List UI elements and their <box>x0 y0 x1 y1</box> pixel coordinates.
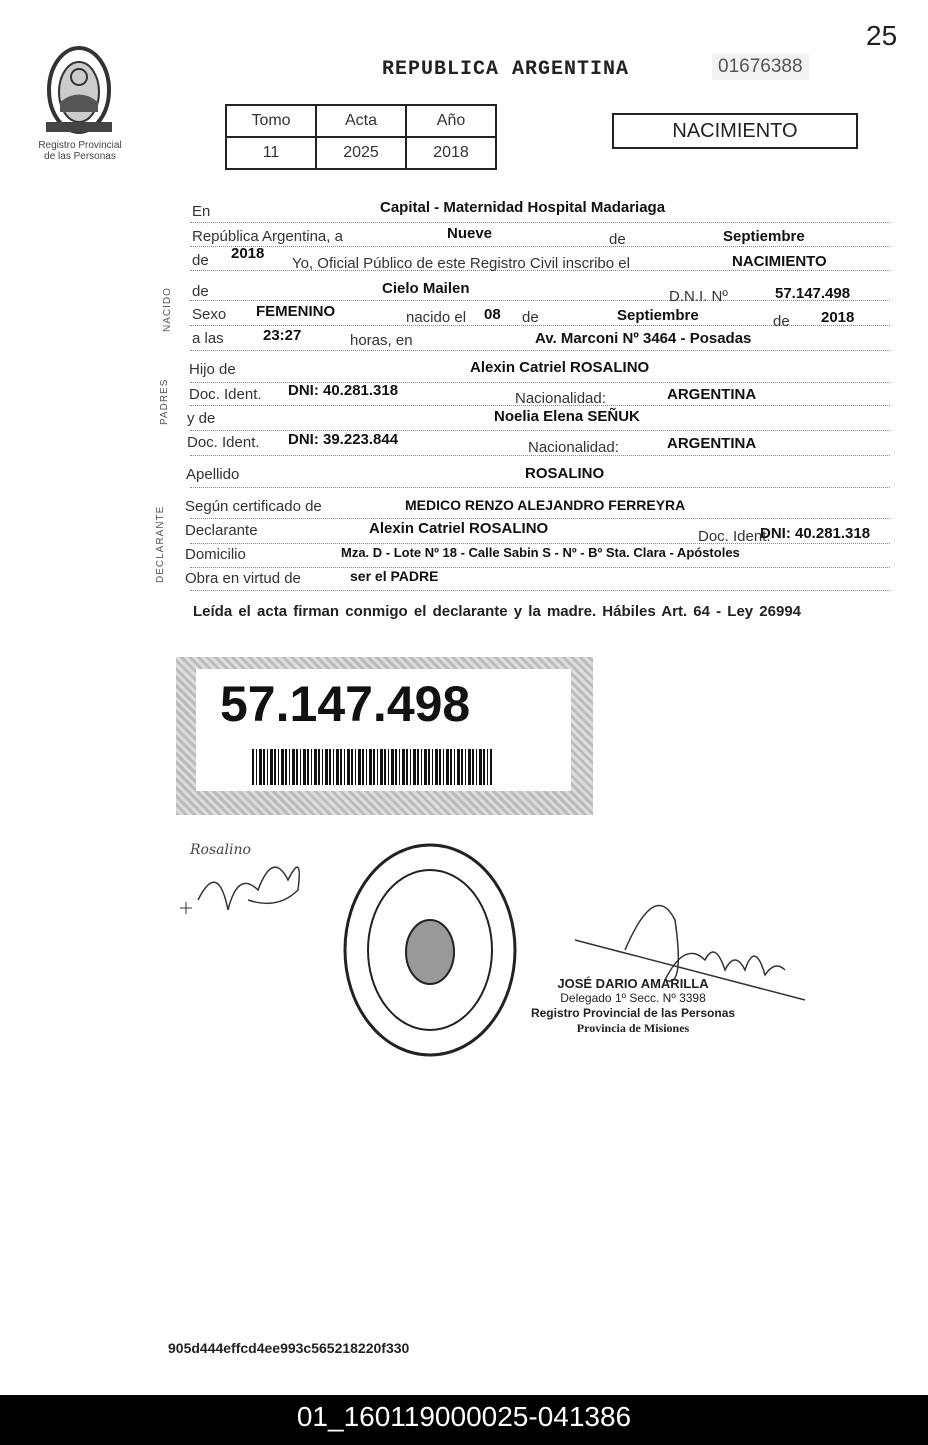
closing-text: Leída el acta firman conmigo el declarante y la madre. Hábiles Art. 64 - Ley 26994 <box>193 603 802 620</box>
sexo-value: FEMENINO <box>256 303 336 320</box>
de4-label: de <box>773 313 790 330</box>
logo-caption <box>30 140 130 162</box>
father-nationality: ARGENTINA <box>667 386 757 403</box>
apellido-label: Apellido <box>186 466 240 483</box>
de2-label: de <box>192 252 209 269</box>
header-acta: Acta <box>316 105 406 137</box>
horas-label: horas, en <box>350 332 413 349</box>
birth-time: 23:27 <box>263 327 302 344</box>
official-name: JOSÉ DARIO AMARILLA <box>557 976 709 991</box>
year-value: 2018 <box>231 245 265 262</box>
declarante-value: Alexin Catriel ROSALINO <box>369 520 549 537</box>
doc2-label: Doc. Ident. <box>187 434 260 451</box>
yo-text: Yo, Oficial Público de este Registro Civil inscribo el <box>292 255 630 272</box>
declarante-doc: DNI: 40.281.318 <box>760 525 871 542</box>
side-label-declarante: DECLARANTE <box>155 505 166 583</box>
y-de-label: y de <box>187 410 216 427</box>
de-label: de <box>609 231 626 248</box>
official-stamp <box>340 840 520 1065</box>
nacido-el-label: nacido el <box>406 309 467 326</box>
birth-year: 2018 <box>821 309 855 326</box>
logo-caption-line1: Registro Provincial <box>38 140 122 151</box>
value-acta: 2025 <box>316 137 406 169</box>
segun-label: Según certificado de <box>185 498 322 515</box>
mother-nationality: ARGENTINA <box>667 435 757 452</box>
document-hash: 905d444effcd4ee993c565218220f330 <box>168 1340 410 1356</box>
dni-value: 57.147.498 <box>775 285 851 302</box>
barcode-number: 57.147.498 <box>220 676 471 732</box>
signature-text: Rosalino <box>190 842 251 858</box>
place-value: Capital - Maternidad Hospital Madariaga <box>380 199 666 216</box>
birth-day: 08 <box>484 306 501 323</box>
serial-number: 01676388 <box>712 54 809 80</box>
hijo-de-label: Hijo de <box>189 361 236 378</box>
birth-month: Septiembre <box>617 307 699 324</box>
doc1-label: Doc. Ident. <box>189 386 262 403</box>
doc3-label: Doc. Ident. <box>698 528 771 545</box>
nac1-label: Nacionalidad: <box>515 390 606 407</box>
record-type-box: NACIMIENTO <box>612 113 858 149</box>
apellido-value: ROSALINO <box>525 465 605 482</box>
father-name: Alexin Catriel ROSALINO <box>470 359 650 376</box>
day-value: Nueve <box>447 225 493 242</box>
province-seal-logo <box>38 42 120 138</box>
barcode-icon <box>252 749 492 785</box>
declarante-label: Declarante <box>185 522 258 539</box>
value-ano: 2018 <box>406 137 496 169</box>
sexo-label: Sexo <box>192 306 227 323</box>
obra-value: ser el PADRE <box>350 568 439 584</box>
header-ano: Año <box>406 105 496 137</box>
domicilio-label: Domicilio <box>185 546 246 563</box>
a-las-label: a las <box>192 330 224 347</box>
de3-label: de <box>522 309 539 326</box>
side-label-padres: PADRES <box>159 378 170 425</box>
nac2-label: Nacionalidad: <box>528 439 619 456</box>
header-title: REPUBLICA ARGENTINA <box>382 58 630 81</box>
en-label: En <box>192 203 211 220</box>
footer-code: 01_160119000025-041386 <box>0 1395 928 1445</box>
side-label-nacido: NACIDO <box>162 287 173 332</box>
dni-label: D.N.I. Nº <box>669 288 728 305</box>
child-name: Cielo Mailen <box>382 280 470 297</box>
logo-caption-line2: de las Personas <box>44 151 116 162</box>
mother-doc: DNI: 39.223.844 <box>288 431 399 448</box>
barcode-label <box>176 657 593 815</box>
official-title: Delegado 1º Secc. Nº 3398 <box>560 991 706 1005</box>
birth-place: Av. Marconi Nº 3464 - Posadas <box>535 330 752 347</box>
nacido-de-label: de <box>192 283 209 300</box>
value-tomo: 11 <box>226 137 316 169</box>
month-value: Septiembre <box>723 228 805 245</box>
domicilio-value: Mza. D - Lote Nº 18 - Calle Sabin S - Nº - Bº Sta. Clara - Apóstoles <box>341 545 740 560</box>
father-doc: DNI: 40.281.318 <box>288 382 399 399</box>
republica-label: República Argentina, a <box>192 228 343 245</box>
official-province: Provincia de Misiones <box>576 1021 690 1035</box>
inscribo-value: NACIMIENTO <box>732 253 827 270</box>
certificado-value: MEDICO RENZO ALEJANDRO FERREYRA <box>405 497 686 513</box>
header-tomo: Tomo <box>226 105 316 137</box>
mother-name: Noelia Elena SEÑUK <box>494 408 640 425</box>
official-office: Registro Provincial de las Personas <box>530 1006 736 1020</box>
declarante-signature <box>178 830 318 945</box>
record-table <box>225 104 497 170</box>
official-block <box>528 976 738 1036</box>
page-number: 25 <box>866 20 898 51</box>
obra-label: Obra en virtud de <box>185 570 301 587</box>
